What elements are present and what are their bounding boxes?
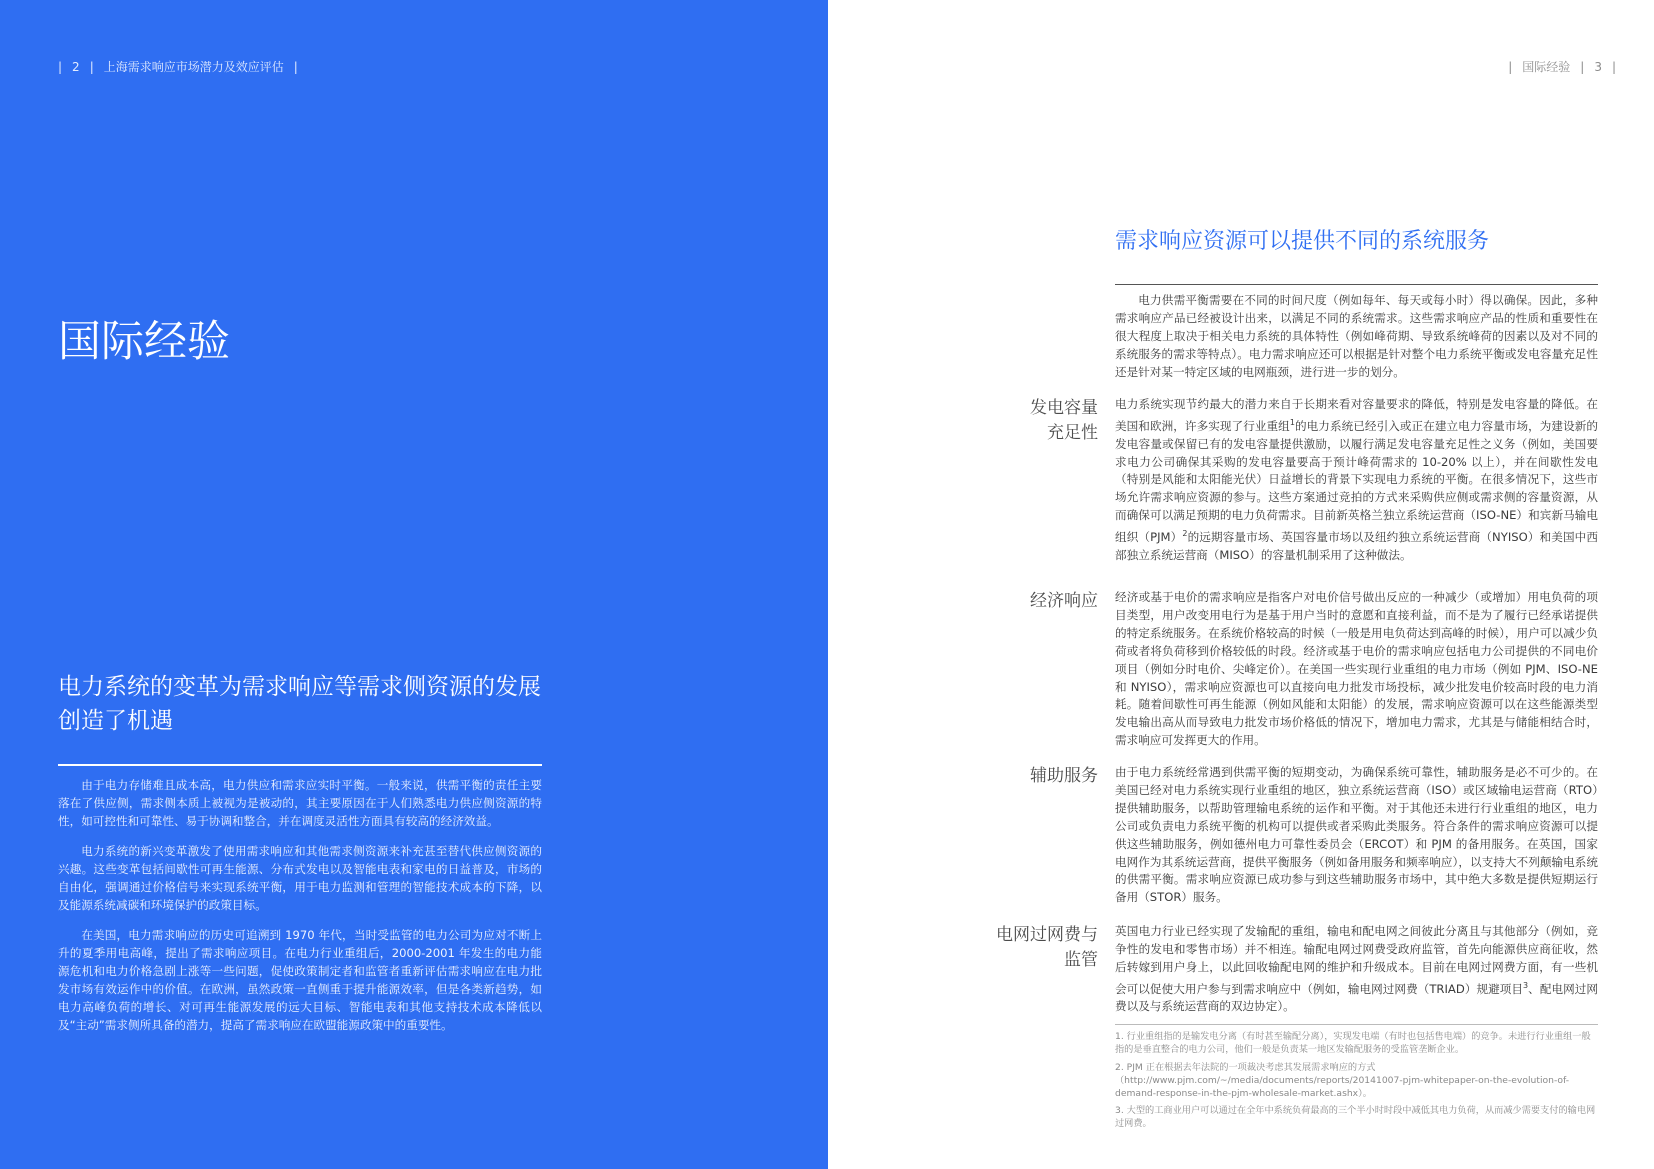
right-divider (1115, 284, 1598, 285)
right-running-header: | 国际经验 | 3 | (1508, 60, 1616, 74)
footnote-2: 2. PJM 正在根据去年法院的一项裁决考虑其发展需求响应的方式（http://www.pjm.com/~/media/documents/reports/20141007-pjm-whitepaper-on-the-evolution-of-demand-response-in-the-pjm-wholesale-market.ashx）。 (1115, 1062, 1570, 1099)
footnote-divider (1115, 1024, 1598, 1025)
network-charges-text: 英国电力行业已经实现了发输配的重组，输电和配电网之间彼此分离且与其他部分（例如，竞争性的发电和零售市场）并不相连。输配电网过网费受政府监管，首先向能源供应商征收，然后转嫁到用户身上，以此回收输配电网的维护和升级成本。目前在电网过网费方面，有一些机会可以促使大用户参与到需求响应中（例如，输电网过网费（TRIAD）规避项目$^3$、配电网过网费以及与系统运营商的双边协定）。 (1115, 924, 1598, 1014)
left-paragraph: 由于电力存储难且成本高，电力供应和需求应实时平衡。一般来说，供需平衡的责任主要落在了供应侧，需求侧本质上被视为是被动的，其主要原因在于人们熟悉电力供应侧资源的特性，如可控性和可靠性、易于协调和整合，并在调度灵活性方面具有较高的经济效益。 (58, 778, 542, 828)
ancillary-services-text: 由于电力系统经常遇到供需平衡的短期变动，为确保系统可靠性，辅助服务是必不可少的。在美国已经对电力系统实现行业重组的地区，独立系统运营商（ISO）或区域输电运营商（RTO）提供辅助服务，以帮助管理输电系统的运作和平衡。对于其他还未进行行业重组的地区，电力公司或负责电力系统平衡的机构可以提供或者采购此类服务。符合条件的需求响应资源可以提供这些辅助服务，例如德州电力可靠性委员会（ERCOT）和 PJM 的备用服务。在英国，国家电网作为其系统运营商，提供平衡服务（例如备用服务和频率响应），以支持大不列颠输电系统的供需平衡。需求响应资源已成功参与到这些辅助服务市场中，其中绝大多数是提供短期运行备用（STOR）服务。 (1115, 765, 1598, 905)
left-body (58, 776, 542, 1046)
label-network-charges: 电网过网费与 监管 (996, 925, 1098, 970)
section-title: 需求响应资源可以提供不同的系统服务 (1115, 229, 1490, 254)
economic-response-text: 经济或基于电价的需求响应是指客户对电价信号做出反应的一种减少（或增加）用电负荷的项目类型，用户改变用电行为是基于用户当时的意愿和直接利益，而不是为了履行已经承诺提供的特定系统服务。在系统价格较高的时候（一般是用电负荷达到高峰的时候），用户可以减少负荷或者将负荷移到价格较低的时段。经济或基于电价的需求响应包括电力公司提供的不同电价项目（例如分时电价、尖峰定价）。在美国一些实现行业重组的电力市场（例如 PJM、ISO-NE 和 NYISO），需求响应资源也可以直接向电力批发市场投标，减少批发电价较高时段的电力消耗。随着间歇性可再生能源（例如风能和太阳能）的发展，需求响应资源可以在这些能源类型发电输出高从而导致电力批发市场价格低的情况下，增加电力需求，尤其是与储能相结合时，需求响应可发挥更大的作用。 (1115, 590, 1598, 748)
label-economic-response: 经济响应 (1030, 591, 1098, 611)
left-page-number: 2 (72, 60, 80, 74)
footnote-1: 1. 行业重组指的是输发电分离（有时甚至输配分离），实现发电端（有时也包括售电端）的竞争。未进行行业重组一般指的是垂直整合的电力公司，他们一般是负责某一地区发输配服务的受监管垄断企业。 (1115, 1031, 1591, 1055)
right-page-number: 3 (1594, 60, 1602, 74)
chapter-title: 国际经验 (58, 317, 230, 367)
right-page (828, 0, 1654, 1169)
footnote-3: 3. 大型的工商业用户可以通过在全年中系统负荷最高的三个半小时时段中减低其电力负荷，从而减少需要支付的输电网过网费。 (1115, 1105, 1596, 1129)
left-paragraph: 在美国，电力需求响应的历史可追溯到 1970 年代，当时受监管的电力公司为应对不断上升的夏季用电高峰，提出了需求响应项目。在电力行业重组后，2000-2001 年发生的电力能源危机和电力价格急剧上涨等一些问题，促使政策制定者和监管者重新评估需求响应在电力批发市场有效运作中的价值。在欧洲，虽然政策一直侧重于提升能源效率，但是各类新趋势，如电力高峰负荷的增长、对可再生能源发展的远大目标、智能电表和其他支持技术成本降低以及“主动”需求侧所具备的潜力，提高了需求响应在欧盟能源政策中的重要性。 (58, 928, 542, 1032)
left-divider (58, 764, 542, 766)
right-header-title: 国际经验 (1522, 60, 1571, 74)
left-subtitle: 电力系统的变革为需求响应等需求侧资源的发展创造了机遇 (58, 674, 541, 734)
left-paragraph: 电力系统的新兴变革激发了使用需求响应和其他需求侧资源来补充甚至替代供应侧资源的兴趣。这些变革包括间歇性可再生能源、分布式发电以及智能电表和家电的日益普及，市场的自由化，强调通过价格信号来实现系统平衡，用于电力监测和管理的智能技术成本的下降，以及能源系统减碳和环境保护的政策目标。 (58, 844, 542, 912)
left-header-title: 上海需求响应市场潜力及效应评估 (103, 60, 284, 74)
label-ancillary-services: 辅助服务 (1030, 766, 1098, 786)
intro-paragraph: 电力供需平衡需要在不同的时间尺度（例如每年、每天或每小时）得以确保。因此，多种需求响应产品已经被设计出来，以满足不同的系统需求。这些需求响应产品的性质和重要性在很大程度上取决于相关电力系统的具体特性（例如峰荷期、导致系统峰荷的因素以及对不同的系统服务的需求等特点）。电力需求响应还可以根据是针对整个电力系统平衡或发电容量充足性还是针对某一特定区域的电网瓶颈，进行进一步的划分。 (1115, 293, 1598, 379)
capacity-adequacy-text: 电力系统实现节约最大的潜力来自于长期来看对容量要求的降低，特别是发电容量的降低。在美国和欧洲，许多实现了行业重组$^1$的电力系统已经引入或正在建立电力容量市场，为建设新的发电容量或保留已有的发电容量提供激励，以履行满足发电容量充足性之义务（例如，美国要求电力公司确保其采购的发电容量要高于预计峰荷需求的 10-20% 以上），并在间歇性发电（特别是风能和太阳能光伏）日益增长的背景下实现电力系统的平衡。在很多情况下，这些市场允许需求响应资源的参与。这些方案通过竞拍的方式来采购供应侧或需求侧的容量资源，从而确保可以满足预期的电力负荷需求。目前新英格兰独立系统运营商（ISO-NE）和宾新马输电组织（PJM）$^2$的远期容量市场、英国容量市场以及纽约独立系统运营商（NYISO）和美国中西部独立系统运营商（MISO）的容量机制采用了这种做法。 (1115, 397, 1598, 562)
left-running-header: | 2 | 上海需求响应市场潜力及效应评估 | (58, 60, 298, 74)
label-capacity-adequacy: 发电容量 充足性 (1030, 398, 1098, 443)
